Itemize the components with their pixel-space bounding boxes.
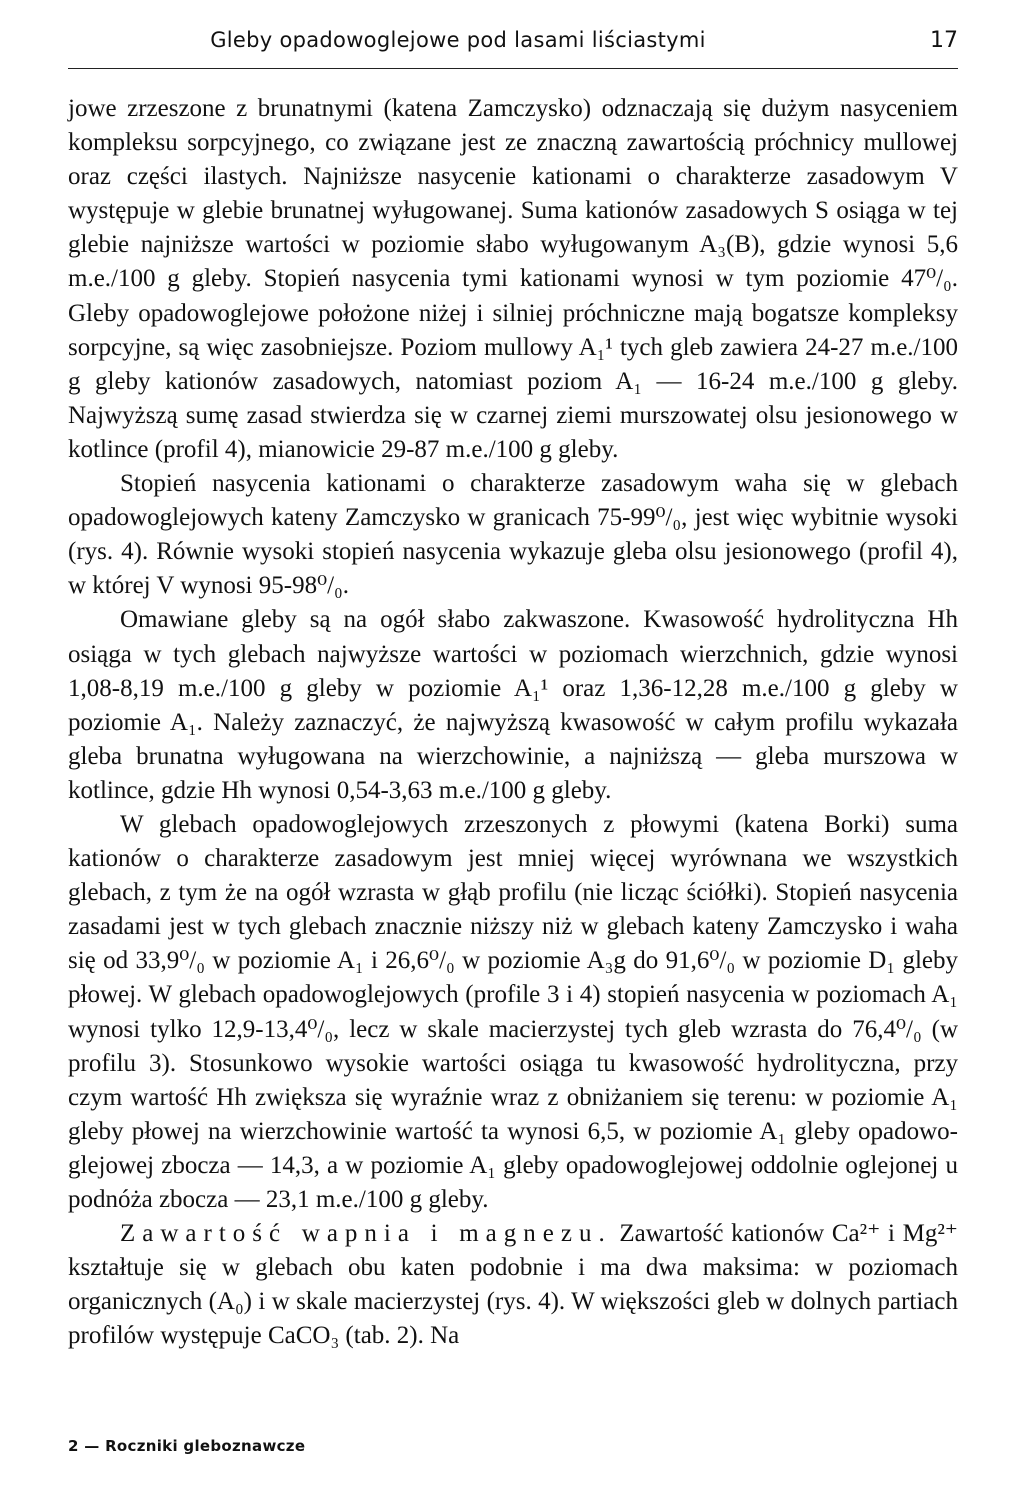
paragraph: Omawiane gleby są na ogół słabo zakwaszone. Kwasowość hydrolityczna Hh osiąga w tych glebach najwyższe wartości w poziomach wierzchnich, gdzie wynosi 1,08-8,19 m.e./100 g gleby w poziomie A₁¹ oraz 1,36-12,28 m.e./100 g gleby w poziomie A₁. Należy zaznaczyć, że najwyższą kwasowość w całym profilu wykazała gleba brunatna wyługowana na wierzchowinie, a najniższą — gleba murszowa w kotlince, gdzie Hh wynosi 0,54-3,63 m.e./100 g gleby. xyxy=(68,606,958,804)
body-text xyxy=(68,92,958,1353)
running-header xyxy=(68,28,958,64)
footer-signature: 2 — Roczniki gleboznawcze xyxy=(68,1437,306,1455)
paragraph: Stopień nasycenia kationami o charakterze zasadowym waha się w glebach opadowoglejowych kateny Zamczysko w granicach 75-99⁰/₀, jest więc wybitnie wysoki (rys. 4). Równie wysoki stopień nasycenia wykazuje gleba olsu jesionowego (profil 4), w której V wynosi 95-98⁰/₀. xyxy=(68,470,958,600)
header-rule xyxy=(68,68,958,69)
running-title: Gleby opadowoglejowe pod lasami liściastymi xyxy=(210,28,706,52)
page-number: 17 xyxy=(930,28,958,53)
section-heading: Zawartość wapnia i magnezu. xyxy=(120,1220,612,1248)
paragraph: W glebach opadowoglejowych zrzeszonych z płowymi (katena Borki) suma kationów o charakterze zasadowym jest mniej więcej wyrównana we wszystkich glebach, z tym że na ogół wzrasta w głąb profilu (nie licząc ściółki). Stopień nasycenia zasadami jest w tych glebach znacznie niższy niż w glebach kateny Zamczysko i waha się od 33,9⁰/₀ w poziomie A₁ i 26,6⁰/₀ w poziomie A₃g do 91,6⁰/₀ w poziomie D₁ gleby płowej. W glebach opadowoglejowych (profile 3 i 4) stopień nasycenia w poziomach A₁ wynosi tylko 12,9-13,4⁰/₀, lecz w skale macierzystej tych gleb wzrasta do 76,4⁰/₀ (w profilu 3). Stosunkowo wysokie wartości osiąga tu kwasowość hydrolityczna, przy czym wartość Hh zwiększa się wyraźnie wraz z obniżaniem się terenu: w poziomie A₁ gleby płowej na wierzchowinie wartość ta wynosi 6,5, w poziomie A₁ gleby opadowoglejowej zbocza — 14,3, a w poziomie A₁ gleby opadowoglejowej oddolnie oglejonej u podnóża zbocza — 23,1 m.e./100 g gleby. xyxy=(68,810,958,1213)
section-text: Zawartość kationów Ca²⁺ i Mg²⁺ kształtuje się w glebach obu katen podobnie i ma dwa maksima: w poziomach organicznych (A₀) i w skale macierzystej (rys. 4). W większości gleb w dolnych partiach profilów występuje CaCO₃ (tab. 2). Na xyxy=(68,1220,959,1350)
paragraph-continued: jowe zrzeszone z brunatnymi (katena Zamczysko) odznaczają się dużym nasyceniem kompleksu sorpcyjnego, co związane jest ze znaczną zawartością próchnicy mullowej oraz części ilastych. Najniższe nasycenie kationami o charakterze zasadowym V występuje w glebie brunatnej wyługowanej. Suma kationów zasadowych S osiąga w tej glebie najniższe wartości w poziomie słabo wyługowanym A₃(B), gdzie wynosi 5,6 m.e./100 g gleby. Stopień nasycenia tymi kationami wynosi w tym poziomie 47⁰/₀. Gleby opadowoglejowe położone niżej i silniej próchniczne mają bogatsze kompleksy sorpcyjne, są więc zasobniejsze. Poziom mullowy A₁¹ tych gleb zawiera 24-27 m.e./100 g gleby kationów zasadowych, natomiast poziom A₁ — 16-24 m.e./100 g gleby. Najwyższą sumę zasad stwierdza się w czarnej ziemi murszowatej olsu jesionowego w kotlince (profil 4), mianowicie 29-87 m.e./100 g gleby. xyxy=(68,95,958,463)
section-paragraph xyxy=(68,1217,958,1353)
